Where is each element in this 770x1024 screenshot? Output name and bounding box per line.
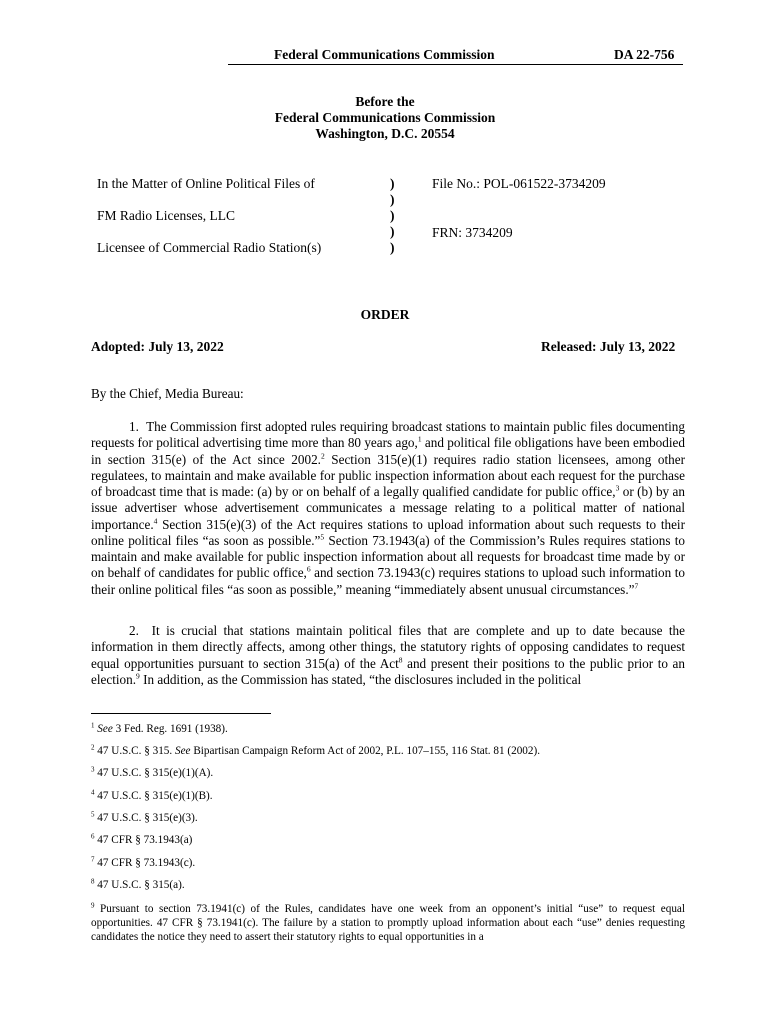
caption-frn: FRN: 3734209 xyxy=(432,225,513,240)
paragraph-text: In addition, as the Commission has stated, “the disclosures included in the political xyxy=(139,671,582,687)
caption-paren: ) xyxy=(390,224,395,239)
paragraph-number: 1. xyxy=(129,419,139,434)
paragraph-text: or (b) by an issue advertiser whose advertisement communicates a message relating to a political matter of national importance. xyxy=(91,484,685,532)
footnote-1 xyxy=(91,722,685,736)
footnote-text: Pursuant to section 73.1941(c) of the Rules, candidates have one week from an opponent’s initial “use” to request equal opportunities. 47 CFR § 73.1941(c). The failure by a station to promptly upload information about each “use” denies requesting candidates the notice they need to assert their statutory rights to equal opportunities in a xyxy=(91,903,686,943)
footnote-ref: 1 xyxy=(417,434,422,444)
footnote-text: Bipartisan Campaign Reform Act of 2002, P.L. 107–155, 116 Stat. 81 (2002). xyxy=(190,745,541,757)
footnote-signal: See xyxy=(97,723,113,735)
footnote-8 xyxy=(91,878,685,892)
caption-line-licensee-name: FM Radio Licenses, LLC xyxy=(97,208,235,223)
footnote-number: 1 xyxy=(91,721,95,730)
title-line-2: Federal Communications Commission xyxy=(274,110,496,125)
footnote-signal: See xyxy=(175,745,191,757)
footnote-text: 47 U.S.C. § 315(e)(1)(B). xyxy=(97,790,213,802)
caption-paren: ) xyxy=(390,176,395,191)
footnote-7 xyxy=(91,856,685,870)
caption-line-licensee-type: Licensee of Commercial Radio Station(s) xyxy=(97,240,322,255)
footnote-ref: 9 xyxy=(136,671,140,681)
footnote-number: 5 xyxy=(91,810,95,819)
footnote-6 xyxy=(91,833,685,847)
footnote-9 xyxy=(91,902,685,944)
order-title: ORDER xyxy=(360,307,410,322)
footnote-number: 2 xyxy=(91,743,95,752)
paragraph-text: It is crucial that stations maintain political files that are complete and up to date because the information in them directly affects, among other things, the statutory rights of opposing candidates to request equal opportunities pursuant to section 315(a) of the Act xyxy=(91,623,685,671)
paragraph-number: 2. xyxy=(129,623,139,638)
footnote-number: 4 xyxy=(91,788,95,797)
adopted-date: Adopted: July 13, 2022 xyxy=(91,339,224,354)
footnote-number: 9 xyxy=(91,901,95,910)
footnote-ref: 3 xyxy=(615,483,620,493)
paragraph-1 xyxy=(91,419,685,598)
footnote-number: 8 xyxy=(91,877,95,886)
footnote-number: 6 xyxy=(91,832,95,841)
header-agency: Federal Communications Commission xyxy=(274,47,495,62)
footnote-ref: 7 xyxy=(634,581,639,591)
title-line-1: Before the xyxy=(355,94,415,109)
footnote-text: 47 U.S.C. § 315(e)(1)(A). xyxy=(97,767,214,779)
by-line: By the Chief, Media Bureau: xyxy=(91,386,244,401)
caption-file-number: File No.: POL-061522-3734209 xyxy=(432,176,606,191)
caption-paren: ) xyxy=(390,208,395,223)
paragraph-text: Section 73.1943(a) of the Commission’s Rules requires stations to maintain and make available for public inspection information about all requests for broadcast time made by or on behalf of candidates for public office, xyxy=(91,532,685,581)
paragraph-2 xyxy=(91,623,685,688)
paragraph-text: Section 315(e)(3) of the Act requires stations to upload information about such requests to their online political files “as soon as possible.” xyxy=(91,516,685,548)
footnote-4 xyxy=(91,789,685,803)
footnote-separator xyxy=(91,713,271,714)
footnote-text: 47 U.S.C. § 315(a). xyxy=(97,879,185,891)
header-rule xyxy=(228,64,683,65)
footnote-2 xyxy=(91,744,685,758)
paragraph-text: and section 73.1943(c) requires stations to upload such information to their online political files “as soon as possible,” meaning “immediately absent unusual circumstances.” xyxy=(91,565,685,597)
footnote-ref: 2 xyxy=(320,451,325,461)
footnote-text: 3 Fed. Reg. 1691 (1938). xyxy=(112,723,228,735)
header-docket-number: DA 22-756 xyxy=(614,47,675,62)
footnote-text: 47 U.S.C. § 315. xyxy=(97,745,175,757)
title-line-3: Washington, D.C. 20554 xyxy=(315,126,455,141)
paragraph-text: Section 315(e)(1) requires radio station licensees, among other regulatees, to maintain and make available for public inspection information about each request for the purchase of broadcast time that is made: (a) by or on behalf of a legally qualified candidate for public office, xyxy=(91,451,685,499)
footnote-text: 47 U.S.C. § 315(e)(3). xyxy=(97,812,198,824)
footnote-ref: 6 xyxy=(306,564,311,574)
footnote-5 xyxy=(91,811,685,825)
footnote-3 xyxy=(91,766,685,780)
caption-paren: ) xyxy=(390,192,395,207)
footnote-ref: 4 xyxy=(153,516,158,526)
footnote-ref: 5 xyxy=(320,532,325,542)
paragraph-text: The Commission first adopted rules requiring broadcast stations to maintain public files documenting requests for political advertising time more than 80 years ago, xyxy=(91,419,685,451)
caption-line-matter: In the Matter of Online Political Files of xyxy=(97,176,315,191)
caption-parentheses xyxy=(390,176,395,256)
title-block xyxy=(0,94,770,142)
footnote-number: 3 xyxy=(91,765,95,774)
footnote-ref: 8 xyxy=(398,655,403,665)
paragraph-text: and political file obligations have been embodied in section 315(e) of the Act since 2002. xyxy=(91,435,685,467)
footnote-number: 7 xyxy=(91,855,95,864)
footnote-text: 47 CFR § 73.1943(a) xyxy=(97,834,193,846)
released-date: Released: July 13, 2022 xyxy=(541,339,676,354)
caption-paren: ) xyxy=(390,240,395,255)
paragraph-text: and present their positions to the public prior to an election. xyxy=(91,655,686,687)
footnote-text: 47 CFR § 73.1943(c). xyxy=(97,857,196,869)
